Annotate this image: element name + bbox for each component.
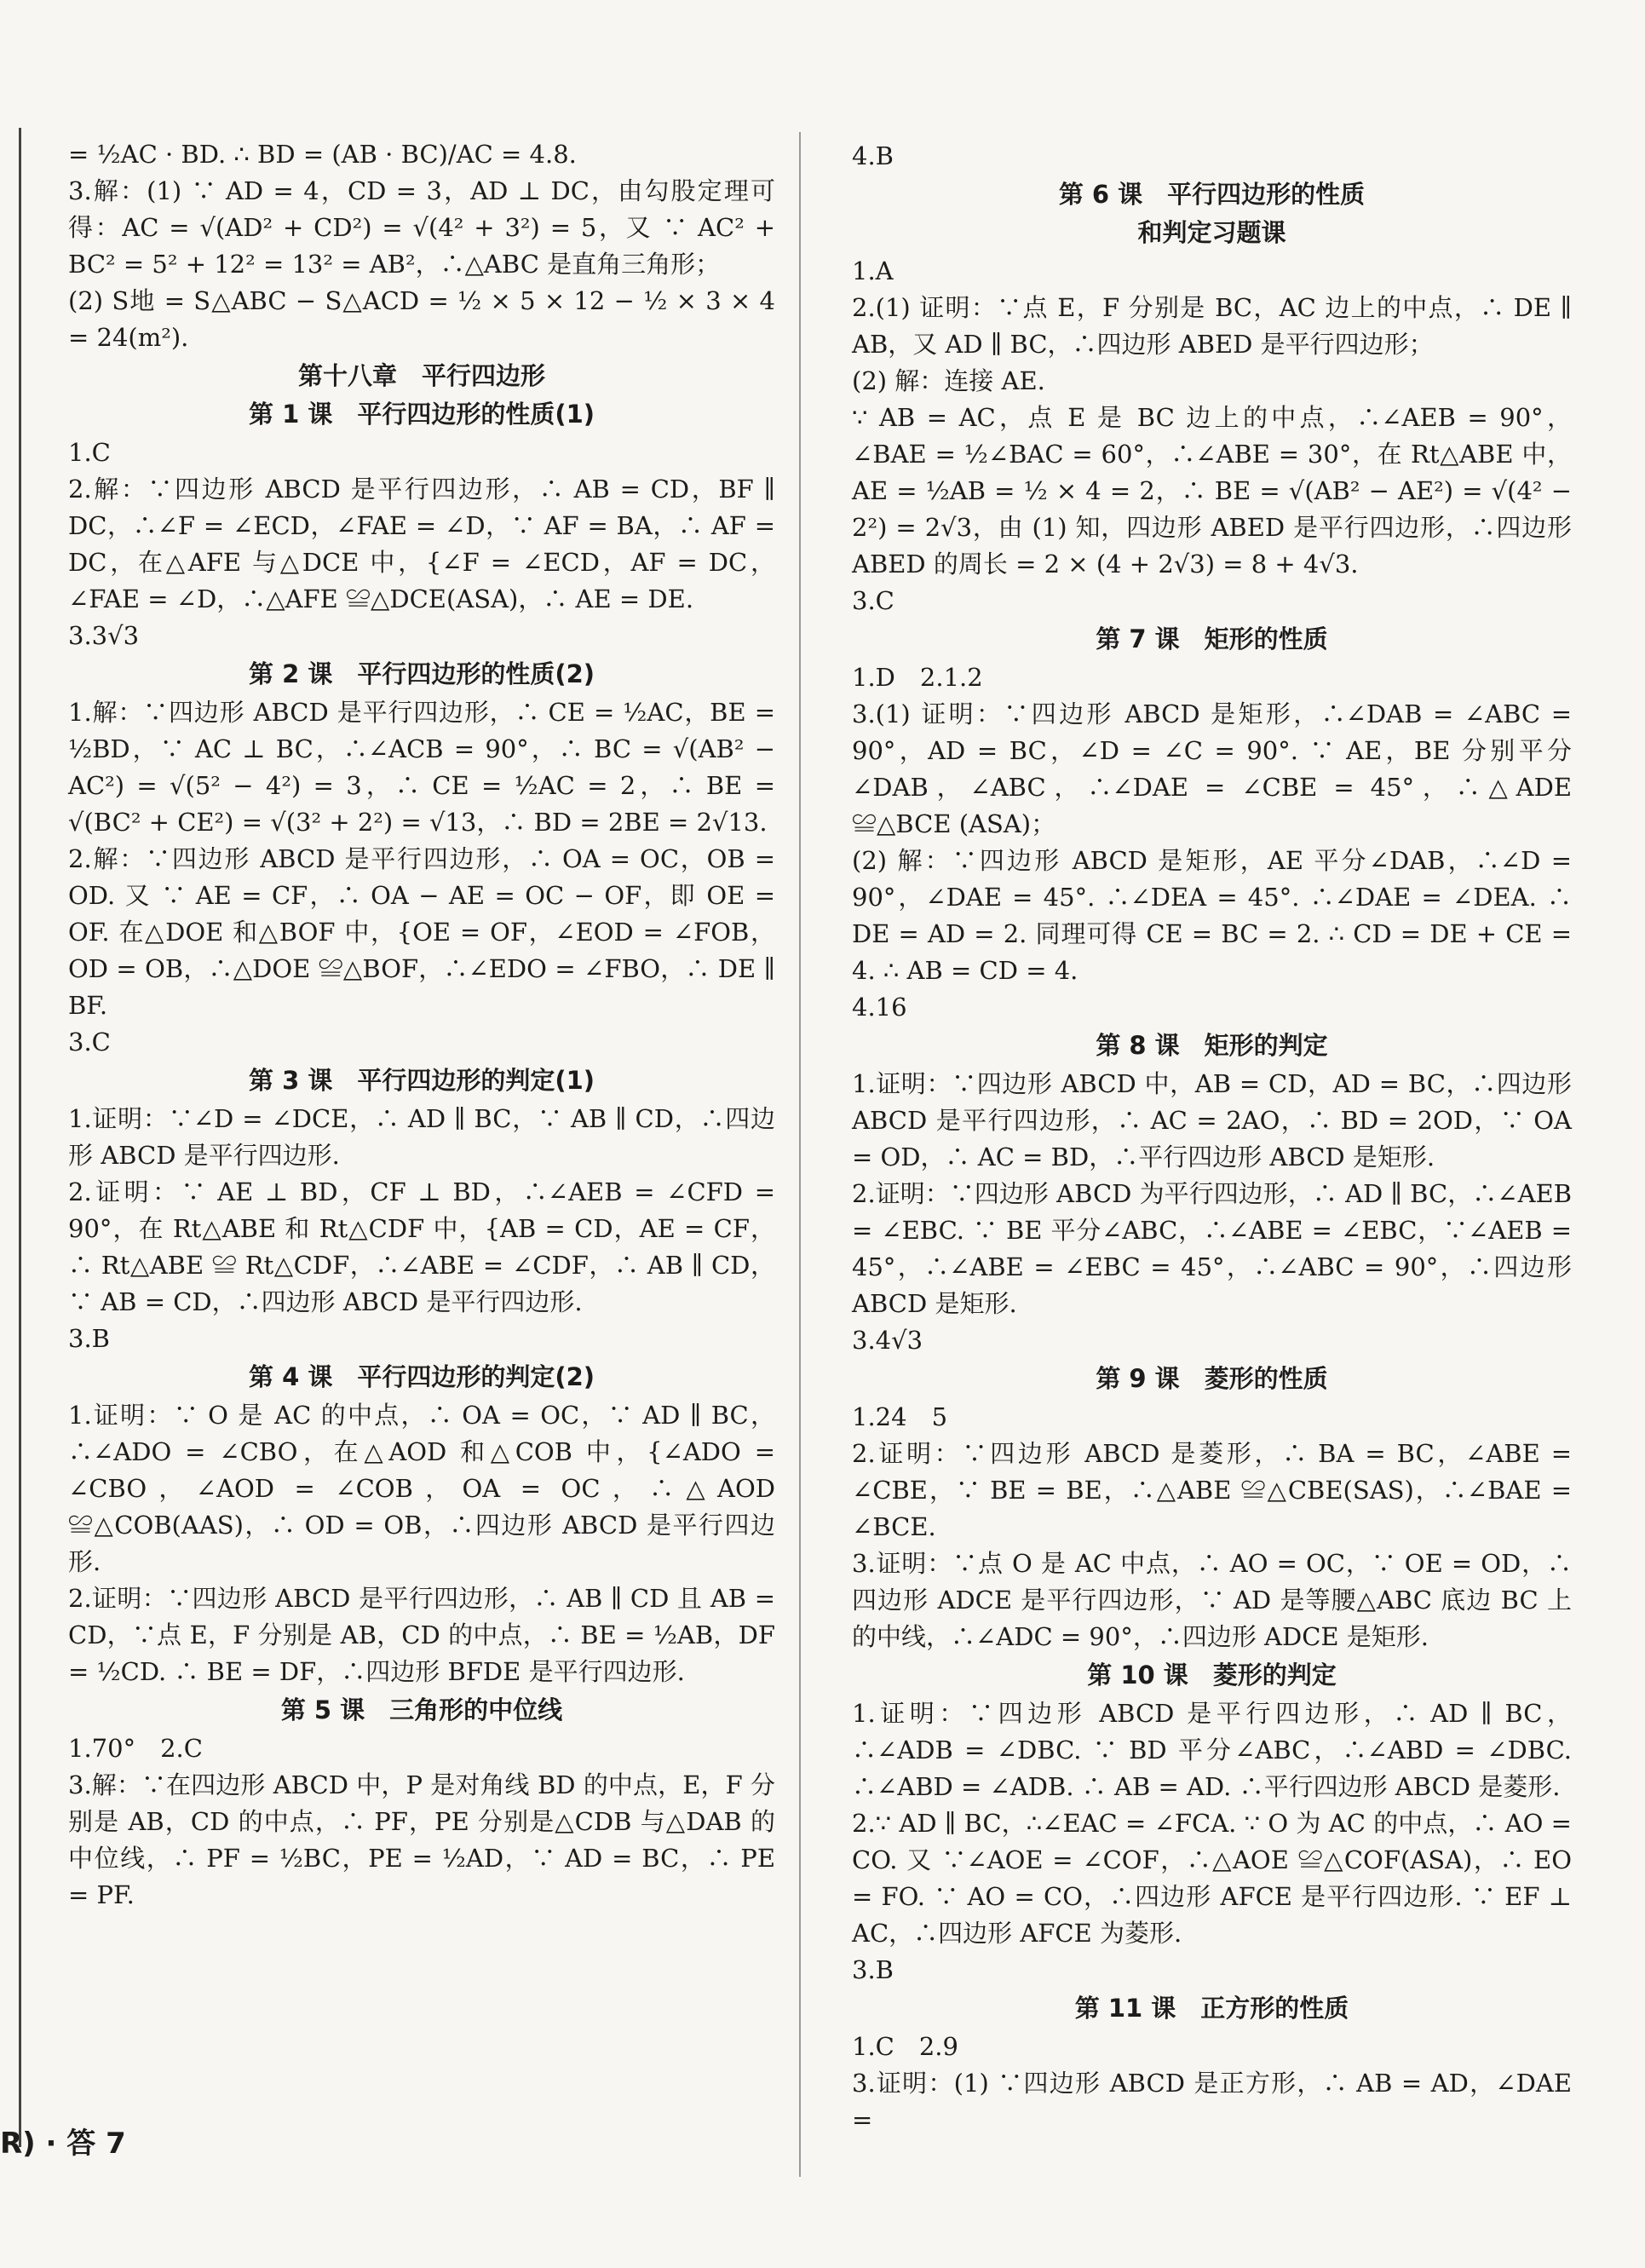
column-divider — [799, 132, 801, 2177]
answer-paragraph: 2.解：∵四边形 ABCD 是平行四边形，∴ OA = OC，OB = OD. 又 ∵ AE = CF，∴ OA − AE = OC − OF，即 OE = OF. 在△DOE 和△BOF 中，{OE = OF，∠EOD = ∠FOB，OD = OB，∴△DOE ≌△BOF，∴∠EDO = ∠FBO，∴ DE ∥ BF. — [68, 844, 775, 1020]
answer-paragraph: (2) 解：连接 AE. — [852, 366, 1045, 395]
section-heading: 第 1 课 平行四边形的性质(1) — [248, 400, 595, 429]
answer-paragraph: 2.证明：∵四边形 ABCD 为平行四边形，∴ AD ∥ BC，∴∠AEB = ∠EBC. ∵ BE 平分∠ABC，∴∠ABE = ∠EBC，∵∠AEB = 45°，∴∠ABE = ∠EBC = 45°，∴∠ABC = 90°，∴四边形 ABCD 是矩形. — [852, 1179, 1572, 1318]
answer-paragraph: 1.证明：∵ O 是 AC 的中点，∴ OA = OC，∵ AD ∥ BC，∴∠ADO = ∠CBO，在△AOD 和△COB 中，{∠ADO = ∠CBO，∠AOD = ∠COB，OA = OC，∴△AOD ≌△COB(AAS)，∴ OD = OB，∴四边形 ABCD 是平行四边形. — [68, 1401, 775, 1576]
section-heading: 第 7 课 矩形的性质 — [1096, 625, 1328, 653]
answer-paragraph: = ½AC · BD. ∴ BD = (AB · BC)/AC = 4.8. — [68, 140, 577, 169]
answer-paragraph: 3.(1) 证明：∵四边形 ABCD 是矩形，∴∠DAB = ∠ABC = 90°，AD = BC，∠D = ∠C = 90°. ∵ AE，BE 分别平分∠DAB，∠ABC，∴∠DAE = ∠CBE = 45°，∴△ADE ≌△BCE (ASA)； — [852, 699, 1572, 838]
page-footer: R) · 答 7 — [0, 2127, 126, 2161]
answer-paragraph: 2.证明：∵四边形 ABCD 是菱形，∴ BA = BC，∠ABE = ∠CBE，∵ BE = BE，∴△ABE ≌△CBE(SAS)，∴∠BAE = ∠BCE. — [852, 1439, 1572, 1541]
answer-paragraph: 3.B — [68, 1324, 110, 1353]
section-heading: 第 8 课 矩形的判定 — [1096, 1031, 1328, 1060]
answer-paragraph: ∵ AB = AC，点 E 是 BC 边上的中点，∴∠AEB = 90°，∠BAE = ½∠BAC = 60°，∴∠ABE = 30°，在 Rt△ABE 中，AE = ½AB = ½ × 4 = 2，∴ BE = √(AB² − AE²) = √(4² − 2²) = 2√3，由 (1) 知，四边形 ABED 是平行四边形，∴四边形 ABED 的周长 = 2 × (4 + 2√3) = 8 + 4√3. — [852, 403, 1572, 579]
answer-paragraph: 1.解：∵四边形 ABCD 是平行四边形，∴ CE = ½AC，BE = ½BD，∵ AC ⊥ BC，∴∠ACB = 90°，∴ BC = √(AB² − AC²) = √(5² − 4²) = 3，∴ CE = ½AC = 2，∴ BE = √(BC² + CE²) = √(3² + 2²) = √13，∴ BD = 2BE = 2√13. — [68, 698, 775, 837]
answer-paragraph: 2.证明：∵四边形 ABCD 是平行四边形，∴ AB ∥ CD 且 AB = CD，∵点 E，F 分别是 AB，CD 的中点，∴ BE = ½AB，DF = ½CD. ∴ BE = DF，∴四边形 BFDE 是平行四边形. — [68, 1584, 775, 1686]
answer-paragraph: 4.16 — [852, 993, 907, 1022]
answer-paragraph: 3.证明：(1) ∵四边形 ABCD 是正方形，∴ AB = AD，∠DAE = — [852, 2069, 1572, 2134]
answer-paragraph: 1.证明：∵四边形 ABCD 中，AB = CD，AD = BC，∴四边形 ABCD 是平行四边形，∴ AC = 2AO，∴ BD = 2OD，∵ OA = OD，∴ AC = BD，∴平行四边形 ABCD 是矩形. — [852, 1069, 1572, 1171]
section-heading: 第 2 课 平行四边形的性质(2) — [248, 659, 595, 688]
answer-paragraph: 3.C — [852, 586, 894, 615]
answer-paragraph: 1.70° 2.C — [68, 1734, 203, 1763]
section-heading: 第十八章 平行四边形 — [297, 361, 545, 390]
section-heading: 第 11 课 正方形的性质 — [1074, 1994, 1349, 2023]
answer-paragraph: 1.D 2.1.2 — [852, 663, 983, 692]
answer-paragraph: 2.(1) 证明：∵点 E，F 分别是 BC，AC 边上的中点，∴ DE ∥ AB，又 AD ∥ BC，∴四边形 ABED 是平行四边形； — [852, 293, 1572, 359]
answer-paragraph: 1.24 5 — [852, 1402, 948, 1431]
answer-paragraph: 3.4√3 — [852, 1326, 923, 1355]
answer-paragraph: 3.3√3 — [68, 621, 140, 650]
answer-paragraph: 2.解：∵四边形 ABCD 是平行四边形，∴ AB = CD，BF ∥ DC，∴∠F = ∠ECD，∠FAE = ∠D，∵ AF = BA，∴ AF = DC，在△AFE 与△DCE 中，{∠F = ∠ECD，AF = DC，∠FAE = ∠D，∴△AFE ≌△DCE(ASA)，∴ AE = DE. — [68, 475, 775, 613]
section-heading: 第 4 课 平行四边形的判定(2) — [248, 1362, 595, 1391]
answer-paragraph: 3.B — [852, 1955, 894, 1984]
right-column — [852, 138, 1572, 2138]
left-column — [68, 136, 775, 1914]
answer-paragraph: 1.证明：∵∠D = ∠DCE，∴ AD ∥ BC，∵ AB ∥ CD，∴四边形 ABCD 是平行四边形. — [68, 1104, 775, 1170]
page-edge — [19, 128, 21, 2147]
section-heading: 第 3 课 平行四边形的判定(1) — [248, 1066, 595, 1095]
answer-paragraph: 3.解：(1) ∵ AD = 4，CD = 3，AD ⊥ DC，由勾股定理可得：AC = √(AD² + CD²) = √(4² + 3²) = 5，又 ∵ AC² + BC² = 5² + 12² = 13² = AB²，∴△ABC 是直角三角形； — [68, 176, 775, 279]
answer-paragraph: (2) S地 = S△ABC − S△ACD = ½ × 5 × 12 − ½ × 3 × 4 = 24(m²). — [68, 286, 775, 352]
answer-paragraph: (2) 解：∵四边形 ABCD 是矩形，AE 平分∠DAB，∴∠D = 90°，∠DAE = 45°. ∴∠DEA = 45°. ∴∠DAE = ∠DEA. ∴ DE = AD = 2. 同理可得 CE = BC = 2. ∴ CD = DE + CE = 4. ∴ AB = CD = 4. — [852, 846, 1572, 985]
section-heading: 第 6 课 平行四边形的性质 — [1058, 180, 1366, 209]
answer-paragraph: 3.证明：∵点 O 是 AC 中点，∴ AO = OC，∵ OE = OD，∴四边形 ADCE 是平行四边形，∵ AD 是等腰△ABC 底边 BC 上的中线，∴∠ADC = 90°，∴四边形 ADCE 是矩形. — [852, 1549, 1572, 1651]
section-heading: 和判定习题课 — [1137, 218, 1286, 247]
section-heading: 第 9 课 菱形的性质 — [1096, 1364, 1328, 1393]
answer-paragraph: 3.C — [68, 1028, 111, 1056]
section-heading: 第 10 课 菱形的判定 — [1087, 1661, 1337, 1689]
answer-paragraph: 3.解：∵在四边形 ABCD 中，P 是对角线 BD 的中点，E，F 分别是 AB，CD 的中点，∴ PF，PE 分别是△CDB 与△DAB 的中位线，∴ PF = ½BC，PE = ½AD，∵ AD = BC，∴ PE = PF. — [68, 1770, 775, 1909]
section-heading: 第 5 课 三角形的中位线 — [280, 1695, 563, 1724]
answer-paragraph: 2.证明：∵ AE ⊥ BD，CF ⊥ BD，∴∠AEB = ∠CFD = 90°，在 Rt△ABE 和 Rt△CDF 中，{AB = CD，AE = CF，∴ Rt△ABE ≌ Rt△CDF，∴∠ABE = ∠CDF，∴ AB ∥ CD，∵ AB = CD，∴四边形 ABCD 是平行四边形. — [68, 1177, 775, 1316]
answer-paragraph: 4.B — [852, 141, 894, 170]
answer-paragraph: 1.证明：∵四边形 ABCD 是平行四边形，∴ AD ∥ BC，∴∠ADB = ∠DBC. ∵ BD 平分∠ABC，∴∠ABD = ∠DBC. ∴∠ABD = ∠ADB. ∴ AB = AD. ∴平行四边形 ABCD 是菱形. — [852, 1699, 1572, 1801]
answer-paragraph: 1.C — [68, 438, 111, 467]
answer-paragraph: 1.C 2.9 — [852, 2032, 958, 2061]
answer-paragraph: 2.∵ AD ∥ BC，∴∠EAC = ∠FCA. ∵ O 为 AC 的中点，∴ AO = CO. 又 ∵∠AOE = ∠COF，∴△AOE ≌△COF(ASA)，∴ EO = FO. ∵ AO = CO，∴四边形 AFCE 是平行四边形. ∵ EF ⊥ AC，∴四边形 AFCE 为菱形. — [852, 1809, 1572, 1948]
answer-paragraph: 1.A — [852, 256, 894, 285]
